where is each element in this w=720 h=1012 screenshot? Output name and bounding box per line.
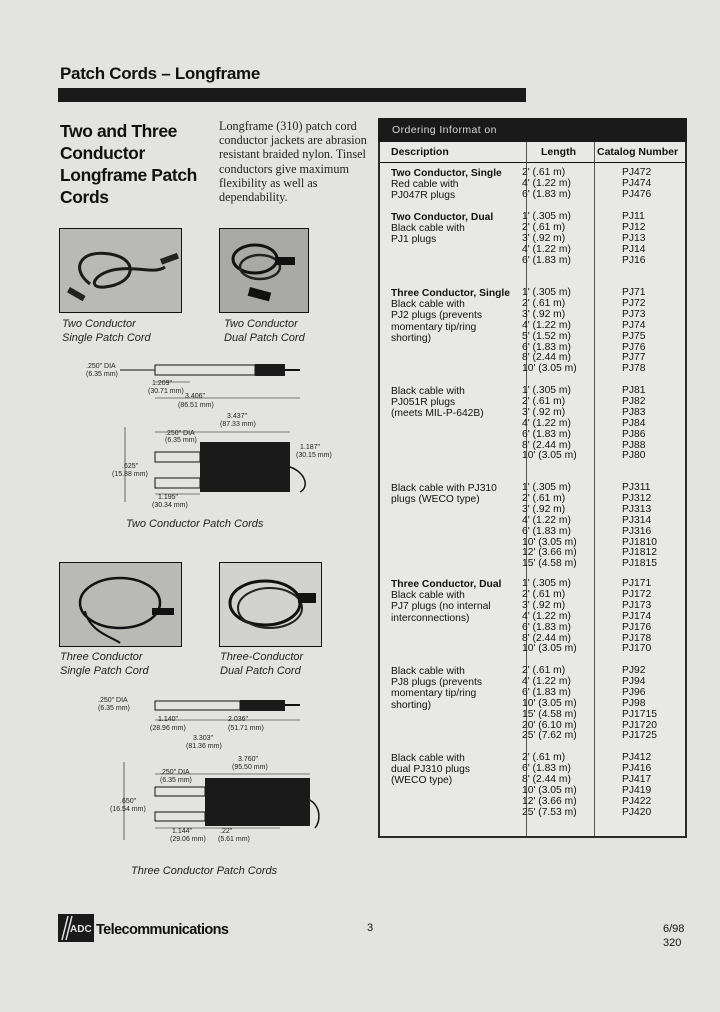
catalog-cell: PJ170 (622, 643, 652, 655)
group-desc-line: Black cable with (391, 386, 465, 397)
length-cell: 1' (.305 m) (522, 287, 571, 298)
catalog-cell: PJ81 (622, 385, 646, 396)
dim-g-mm: (30.34 mm) (152, 502, 188, 509)
catalog-cell: PJ1720 (622, 719, 657, 731)
catalog-cell: PJ14 (622, 243, 646, 255)
group-desc-line: Red cable with (391, 179, 459, 191)
group-desc-line: interconnections) (391, 612, 470, 624)
length-cell: 5' (1.52 m) (522, 330, 571, 342)
catalog-list (622, 753, 682, 818)
catalog-cell: PJ422 (622, 795, 652, 807)
catalog-cell: PJ173 (622, 599, 652, 611)
catalog-cell: PJ88 (622, 439, 646, 451)
length-cell: 10' (3.05 m) (522, 643, 577, 655)
catalog-cell: PJ1815 (622, 558, 657, 570)
length-cell: 3' (.92 m) (522, 232, 566, 244)
catalog-list (622, 212, 682, 267)
diagram1-caption: Two Conductor Patch Cords (126, 518, 264, 530)
page-number: 3 (367, 922, 374, 934)
header-rule (380, 162, 685, 163)
col-header-description: Description (391, 146, 449, 158)
dim-e: 1.187" (300, 444, 321, 451)
length-cell: 8' (2.44 m) (522, 773, 571, 785)
length-cell: 6' (1.83 m) (522, 188, 571, 200)
length-cell: 6' (1.83 m) (522, 525, 571, 537)
catalog-list (622, 483, 682, 570)
length-list (522, 168, 592, 201)
group-title: Two Conductor, Dual (391, 212, 494, 223)
length-cell: 1' (.305 m) (522, 385, 571, 396)
length-cell: 10' (3.05 m) (522, 536, 577, 548)
length-cell: 15' (4.58 m) (522, 558, 577, 570)
catalog-cell: PJ312 (622, 492, 652, 504)
section-title: Two and Three Conductor Longframe Patch Cords (60, 121, 197, 207)
catalog-cell: PJ1812 (622, 547, 657, 559)
length-cell: 4' (1.22 m) (522, 610, 571, 622)
catalog-cell: PJ176 (622, 621, 652, 633)
catalog-cell: PJ71 (622, 287, 646, 298)
group-description (391, 168, 531, 202)
photo-three-conductor-dual (219, 562, 322, 647)
catalog-cell: PJ412 (622, 752, 652, 763)
dim2-g: 1.144" (172, 828, 193, 835)
length-cell: 6' (1.83 m) (522, 254, 571, 266)
dim2-h: .22" (220, 828, 233, 835)
dim-f: .625" (122, 463, 139, 470)
length-cell: 6' (1.83 m) (522, 762, 571, 774)
group-desc-line: PJ2 plugs (prevents (391, 310, 483, 322)
photo2-caption: Two Conductor Dual Patch Cord (224, 318, 305, 344)
dim2-e: .250" DIA (160, 769, 190, 776)
col-header-length: Length (541, 146, 576, 158)
photo-two-conductor-single (59, 228, 182, 313)
group-title: Two Conductor, Single (391, 168, 502, 179)
catalog-cell: PJ171 (622, 578, 652, 589)
length-cell: 6' (1.83 m) (522, 428, 571, 440)
length-cell: 2' (.61 m) (522, 588, 566, 600)
catalog-cell: PJ420 (622, 806, 652, 818)
catalog-list (622, 386, 682, 462)
length-cell: 25' (7.62 m) (522, 730, 577, 742)
length-cell: 2' (.61 m) (522, 752, 566, 763)
photo-three-conductor-single (59, 562, 182, 647)
catalog-cell: PJ72 (622, 297, 646, 309)
length-cell: 8' (2.44 m) (522, 439, 571, 451)
length-cell: 1' (.305 m) (522, 482, 571, 493)
group-desc-line: PJ8 plugs (prevents (391, 677, 483, 689)
catalog-cell: PJ13 (622, 232, 646, 244)
catalog-cell: PJ1810 (622, 536, 657, 548)
dim-a: 1.209" (152, 380, 173, 387)
dim-c: 3.437" (227, 413, 248, 420)
catalog-cell: PJ92 (622, 665, 646, 676)
ordering-table-title: Ordering Informat on (392, 124, 497, 136)
group-description (391, 753, 531, 787)
catalog-cell: PJ416 (622, 762, 652, 774)
catalog-list (622, 579, 682, 655)
length-cell: 6' (1.83 m) (522, 686, 571, 698)
length-cell: 25' (7.53 m) (522, 806, 577, 818)
catalog-cell: PJ77 (622, 352, 646, 364)
length-cell: 4' (1.22 m) (522, 514, 571, 526)
length-cell: 6' (1.83 m) (522, 621, 571, 633)
length-cell: 10' (3.05 m) (522, 784, 577, 796)
length-cell: 6' (1.83 m) (522, 341, 571, 353)
group-description (391, 212, 531, 246)
length-cell: 3' (.92 m) (522, 308, 566, 320)
length-cell: 3' (.92 m) (522, 406, 566, 418)
length-list (522, 753, 592, 818)
group-desc-line: shorting) (391, 332, 432, 344)
length-cell: 12' (3.66 m) (522, 795, 577, 807)
dim2-b-mm: (51.71 mm) (228, 725, 264, 732)
catalog-list (622, 666, 682, 742)
dim2-g-mm: (29.06 mm) (170, 836, 206, 843)
diagram-three-conductor (60, 690, 360, 855)
dim2-a-mm: (28.96 mm) (150, 725, 186, 732)
catalog-cell: PJ74 (622, 319, 646, 331)
group-desc-line: shorting) (391, 699, 432, 711)
dim2-c-mm: (81.36 mm) (186, 743, 222, 750)
length-cell: 2' (.61 m) (522, 297, 566, 309)
length-cell: 4' (1.22 m) (522, 243, 571, 255)
dim-a-mm: (30.71 mm) (148, 388, 184, 395)
dim-e-mm: (30.15 mm) (296, 452, 332, 459)
length-list (522, 483, 592, 570)
catalog-cell: PJ78 (622, 363, 646, 375)
catalog-cell: PJ98 (622, 697, 646, 709)
length-cell: 4' (1.22 m) (522, 675, 571, 687)
catalog-cell: PJ476 (622, 188, 652, 200)
length-cell: 3' (.92 m) (522, 599, 566, 611)
group-desc-line: PJ7 plugs (no internal (391, 601, 491, 613)
group-desc-line: Black cable with (391, 223, 465, 235)
dim-d-mm: (6.35 mm) (165, 437, 197, 444)
company-name: Telecommunications (96, 922, 229, 938)
dim-b-mm: (86.51 mm) (178, 402, 214, 409)
group-desc-line: Black cable with (391, 590, 465, 602)
col-divider-2 (594, 142, 595, 836)
diagram2-caption: Three Conductor Patch Cords (131, 865, 278, 877)
group-description (391, 579, 531, 624)
length-cell: 20' (6.10 m) (522, 719, 577, 731)
length-cell: 2' (.61 m) (522, 492, 566, 504)
catalog-cell: PJ314 (622, 514, 652, 526)
catalog-list (622, 168, 682, 201)
catalog-cell: PJ75 (622, 330, 646, 342)
catalog-cell: PJ316 (622, 525, 652, 537)
length-cell: 2' (.61 m) (522, 395, 566, 407)
catalog-cell: PJ419 (622, 784, 652, 796)
catalog-cell: PJ83 (622, 406, 646, 418)
catalog-cell: PJ313 (622, 503, 652, 515)
length-list (522, 579, 592, 655)
catalog-cell: PJ82 (622, 395, 646, 407)
section-intro: Longframe (310) patch cord conductor jackets are abrasion resistant braided nylon. Tinsel conductors give maximum flexibility as well as dependability. (219, 119, 367, 205)
dim2-f: .650" (120, 798, 137, 805)
group-desc-line: PJ047R plugs (391, 190, 456, 202)
dim2-c: 3.303" (193, 735, 214, 742)
group-desc-line: PJ1 plugs (391, 234, 437, 246)
group-description (391, 288, 531, 344)
length-cell: 10' (3.05 m) (522, 697, 577, 709)
catalog-cell: PJ474 (622, 177, 652, 189)
logo-mark: ADC (70, 924, 92, 935)
length-cell: 2' (.61 m) (522, 665, 566, 676)
group-desc-line: Black cable with (391, 666, 465, 677)
group-desc-line: plugs (WECO type) (391, 494, 480, 506)
dim-b: 3.406" (185, 393, 206, 400)
length-cell: 2' (.61 m) (522, 167, 566, 178)
dim2-b: 2.036" (228, 716, 249, 723)
length-list (522, 666, 592, 742)
catalog-cell: PJ84 (622, 417, 646, 429)
title-rule-bar (58, 88, 526, 102)
length-cell: 12' (3.66 m) (522, 547, 577, 559)
length-cell: 3' (.92 m) (522, 503, 566, 515)
catalog-cell: PJ73 (622, 308, 646, 320)
length-cell: 2' (.61 m) (522, 221, 566, 233)
length-cell: 4' (1.22 m) (522, 177, 571, 189)
group-desc-line: PJ051R plugs (391, 397, 456, 409)
dim-dia-mm: (6.35 mm) (86, 371, 118, 378)
dim-dia: .250" DIA (86, 363, 116, 370)
col-header-catalog: Catalog Number (597, 146, 679, 158)
dim-d: .250" DIA (165, 430, 195, 437)
catalog-cell: PJ174 (622, 610, 652, 622)
doc-date: 6/98 320 (663, 923, 685, 949)
photo-two-conductor-dual (219, 228, 309, 313)
group-desc-line: (WECO type) (391, 775, 453, 787)
dim2-h-mm: (5.61 mm) (218, 836, 250, 843)
length-list (522, 212, 592, 267)
dim2-a: 1.140" (158, 716, 179, 723)
dim-c-mm: (87.33 mm) (220, 421, 256, 428)
length-list (522, 288, 592, 375)
length-cell: 10' (3.05 m) (522, 450, 577, 462)
diagram-two-conductor (60, 352, 360, 512)
dim2-dia-mm: (6.35 mm) (98, 705, 130, 712)
group-desc-line: dual PJ310 plugs (391, 764, 471, 776)
catalog-cell: PJ96 (622, 686, 646, 698)
group-description (391, 483, 531, 505)
group-desc-line: (meets MIL-P-642B) (391, 408, 484, 420)
group-desc-line: Black cable with PJ310 (391, 483, 497, 494)
catalog-cell: PJ172 (622, 588, 652, 600)
catalog-cell: PJ1715 (622, 708, 657, 720)
length-cell: 4' (1.22 m) (522, 319, 571, 331)
length-cell: 4' (1.22 m) (522, 417, 571, 429)
group-description (391, 386, 531, 420)
length-cell: 1' (.305 m) (522, 211, 571, 222)
catalog-cell: PJ86 (622, 428, 646, 440)
length-cell: 10' (3.05 m) (522, 363, 577, 375)
catalog-cell: PJ178 (622, 632, 652, 644)
photo1-caption: Two Conductor Single Patch Cord (62, 318, 151, 344)
dim2-d: 3.760" (238, 756, 259, 763)
catalog-cell: PJ311 (622, 482, 651, 493)
dim2-e-mm: (6.35 mm) (160, 777, 192, 784)
dim-f-mm: (15.88 mm) (112, 471, 148, 478)
catalog-cell: PJ12 (622, 221, 646, 233)
photo4-caption: Three-Conductor Dual Patch Cord (220, 651, 304, 677)
catalog-list (622, 288, 682, 375)
length-cell: 8' (2.44 m) (522, 632, 571, 644)
length-list (522, 386, 592, 462)
group-title: Three Conductor, Dual (391, 579, 502, 590)
group-desc-line: Black cable with (391, 299, 465, 311)
length-cell: 8' (2.44 m) (522, 352, 571, 364)
catalog-cell: PJ417 (622, 773, 652, 785)
dim-g: 1.195" (158, 494, 179, 501)
length-cell: 1' (.305 m) (522, 578, 571, 589)
group-desc-line: momentary tip/ring (391, 688, 477, 700)
page-title: Patch Cords – Longframe (60, 64, 260, 83)
catalog-cell: PJ76 (622, 341, 646, 353)
dim2-dia: .250" DIA (98, 697, 128, 704)
catalog-cell: PJ11 (622, 211, 645, 222)
catalog-cell: PJ472 (622, 167, 652, 178)
photo3-caption: Three Conductor Single Patch Cord (60, 651, 149, 677)
dim2-d-mm: (95.50 mm) (232, 764, 268, 771)
catalog-cell: PJ80 (622, 450, 646, 462)
group-title: Three Conductor, Single (391, 288, 510, 299)
group-desc-line: Black cable with (391, 753, 465, 764)
catalog-cell: PJ94 (622, 675, 646, 687)
catalog-cell: PJ1725 (622, 730, 657, 742)
group-description (391, 666, 531, 711)
group-desc-line: momentary tip/ring (391, 321, 477, 333)
catalog-cell: PJ16 (622, 254, 646, 266)
dim2-f-mm: (16.54 mm) (110, 806, 146, 813)
length-cell: 15' (4.58 m) (522, 708, 577, 720)
